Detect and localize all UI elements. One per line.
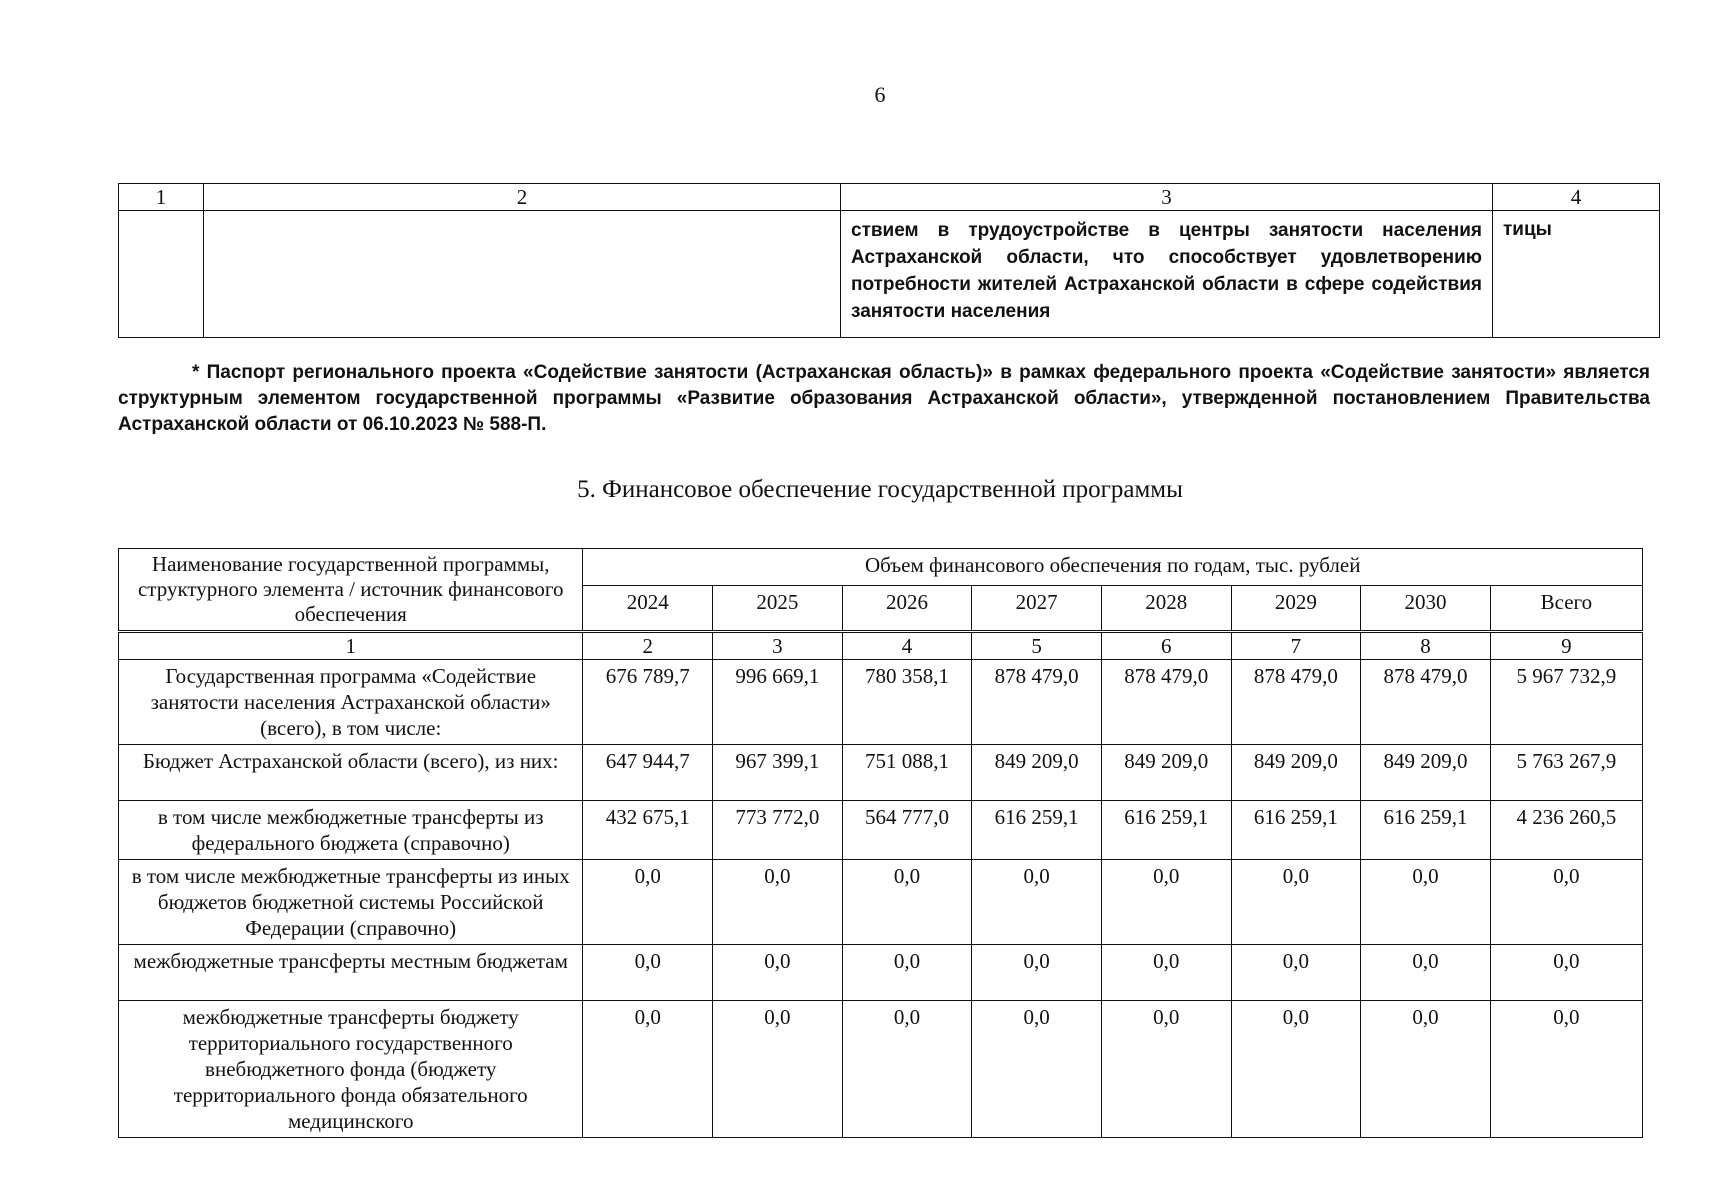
row-value: 0,0 xyxy=(713,1001,843,1138)
row-total: 5 763 267,9 xyxy=(1490,745,1642,801)
column-number-row xyxy=(119,184,1660,211)
row-total: 0,0 xyxy=(1490,945,1642,1001)
footnote: * Паспорт регионального проекта «Содействие занятости (Астраханская область)» в рамках федерального проекта «Содействие занятости» является структурным элементом государственной программы «Развитие образования Астраханской области», утвержденной постановлением Правительства Астраханской области от 06.10.2023 № 588-П. xyxy=(118,362,1650,435)
row-value: 878 479,0 xyxy=(1101,660,1231,745)
column-number: 8 xyxy=(1361,632,1491,660)
table-row xyxy=(119,211,1660,338)
row-value: 0,0 xyxy=(842,860,972,945)
column-number: 9 xyxy=(1490,632,1642,660)
table-cell-value: тицы xyxy=(1493,211,1660,338)
year-header: 2030 xyxy=(1361,586,1491,632)
column-number-row xyxy=(119,632,1643,660)
row-name: межбюджетные трансферты бюджету территориального государственного внебюджетного фонда (бюджету территориального фонда обязательного медицинского xyxy=(119,1001,583,1138)
row-value: 676 789,7 xyxy=(583,660,713,745)
row-value: 0,0 xyxy=(583,945,713,1001)
year-header: 2025 xyxy=(713,586,843,632)
column-number: 1 xyxy=(119,632,583,660)
column-number: 3 xyxy=(713,632,843,660)
header-row xyxy=(119,549,1643,586)
row-value: 967 399,1 xyxy=(713,745,843,801)
year-header: 2028 xyxy=(1101,586,1231,632)
column-number: 5 xyxy=(972,632,1102,660)
row-value: 0,0 xyxy=(583,1001,713,1138)
total-header: Всего xyxy=(1490,586,1642,632)
table-cell xyxy=(204,211,841,338)
table-row xyxy=(119,860,1643,945)
row-value: 616 259,1 xyxy=(1361,801,1491,860)
row-value: 773 772,0 xyxy=(713,801,843,860)
table-row xyxy=(119,1001,1643,1138)
column-number: 4 xyxy=(1493,184,1660,211)
row-value: 0,0 xyxy=(1361,860,1491,945)
row-value: 0,0 xyxy=(1101,1001,1231,1138)
volume-header: Объем финансового обеспечения по годам, тыс. рублей xyxy=(583,549,1643,586)
row-value: 564 777,0 xyxy=(842,801,972,860)
column-number: 3 xyxy=(841,184,1493,211)
section-title: 5. Финансовое обеспечение государственной программы xyxy=(577,476,1183,503)
row-total: 0,0 xyxy=(1490,1001,1642,1138)
row-value: 0,0 xyxy=(972,1001,1102,1138)
row-value: 0,0 xyxy=(713,860,843,945)
table-row xyxy=(119,660,1643,745)
row-value: 849 209,0 xyxy=(1101,745,1231,801)
row-value: 0,0 xyxy=(1361,1001,1491,1138)
year-header: 2029 xyxy=(1231,586,1361,632)
row-value: 616 259,1 xyxy=(972,801,1102,860)
name-header: Наименование государственной программы, структурного элемента / источник финансового обеспечения xyxy=(119,549,583,632)
row-value: 0,0 xyxy=(713,945,843,1001)
row-value: 780 358,1 xyxy=(842,660,972,745)
row-value: 0,0 xyxy=(1361,945,1491,1001)
column-number: 4 xyxy=(842,632,972,660)
row-value: 0,0 xyxy=(1231,860,1361,945)
row-total: 5 967 732,9 xyxy=(1490,660,1642,745)
column-number: 2 xyxy=(204,184,841,211)
row-value: 432 675,1 xyxy=(583,801,713,860)
financing-table xyxy=(118,548,1643,1138)
row-name: в том числе межбюджетные трансферты из иных бюджетов бюджетной системы Российской Федерации (справочно) xyxy=(119,860,583,945)
row-total: 4 236 260,5 xyxy=(1490,801,1642,860)
page-number: 6 xyxy=(874,82,886,107)
year-header: 2027 xyxy=(972,586,1102,632)
continuation-table xyxy=(118,183,1660,338)
row-value: 849 209,0 xyxy=(972,745,1102,801)
row-name: в том числе межбюджетные трансферты из федерального бюджета (справочно) xyxy=(119,801,583,860)
column-number: 2 xyxy=(583,632,713,660)
column-number: 1 xyxy=(119,184,204,211)
row-value: 849 209,0 xyxy=(1361,745,1491,801)
row-value: 0,0 xyxy=(972,860,1102,945)
row-value: 616 259,1 xyxy=(1231,801,1361,860)
row-value: 849 209,0 xyxy=(1231,745,1361,801)
table-cell-description: ствием в трудоустройстве в центры занятости населения Астраханской области, что способствует удовлетворению потребности жителей Астраханской области в сфере содействия занятости населения xyxy=(841,211,1493,338)
row-value: 0,0 xyxy=(583,860,713,945)
row-name: Государственная программа «Содействие занятости населения Астраханской области» (всего), в том числе: xyxy=(119,660,583,745)
row-value: 0,0 xyxy=(842,945,972,1001)
table-row xyxy=(119,945,1643,1001)
row-value: 647 944,7 xyxy=(583,745,713,801)
row-value: 0,0 xyxy=(972,945,1102,1001)
row-value: 878 479,0 xyxy=(972,660,1102,745)
table-cell xyxy=(119,211,204,338)
year-header: 2024 xyxy=(583,586,713,632)
row-value: 0,0 xyxy=(1101,945,1231,1001)
row-value: 996 669,1 xyxy=(713,660,843,745)
column-number: 6 xyxy=(1101,632,1231,660)
row-value: 0,0 xyxy=(1231,1001,1361,1138)
row-value: 0,0 xyxy=(842,1001,972,1138)
row-value: 878 479,0 xyxy=(1231,660,1361,745)
year-header: 2026 xyxy=(842,586,972,632)
row-value: 0,0 xyxy=(1101,860,1231,945)
row-total: 0,0 xyxy=(1490,860,1642,945)
row-value: 878 479,0 xyxy=(1361,660,1491,745)
row-value: 751 088,1 xyxy=(842,745,972,801)
table-row xyxy=(119,801,1643,860)
row-name: Бюджет Астраханской области (всего), из них: xyxy=(119,745,583,801)
row-name: межбюджетные трансферты местным бюджетам xyxy=(119,945,583,1001)
table-row xyxy=(119,745,1643,801)
column-number: 7 xyxy=(1231,632,1361,660)
row-value: 0,0 xyxy=(1231,945,1361,1001)
row-value: 616 259,1 xyxy=(1101,801,1231,860)
